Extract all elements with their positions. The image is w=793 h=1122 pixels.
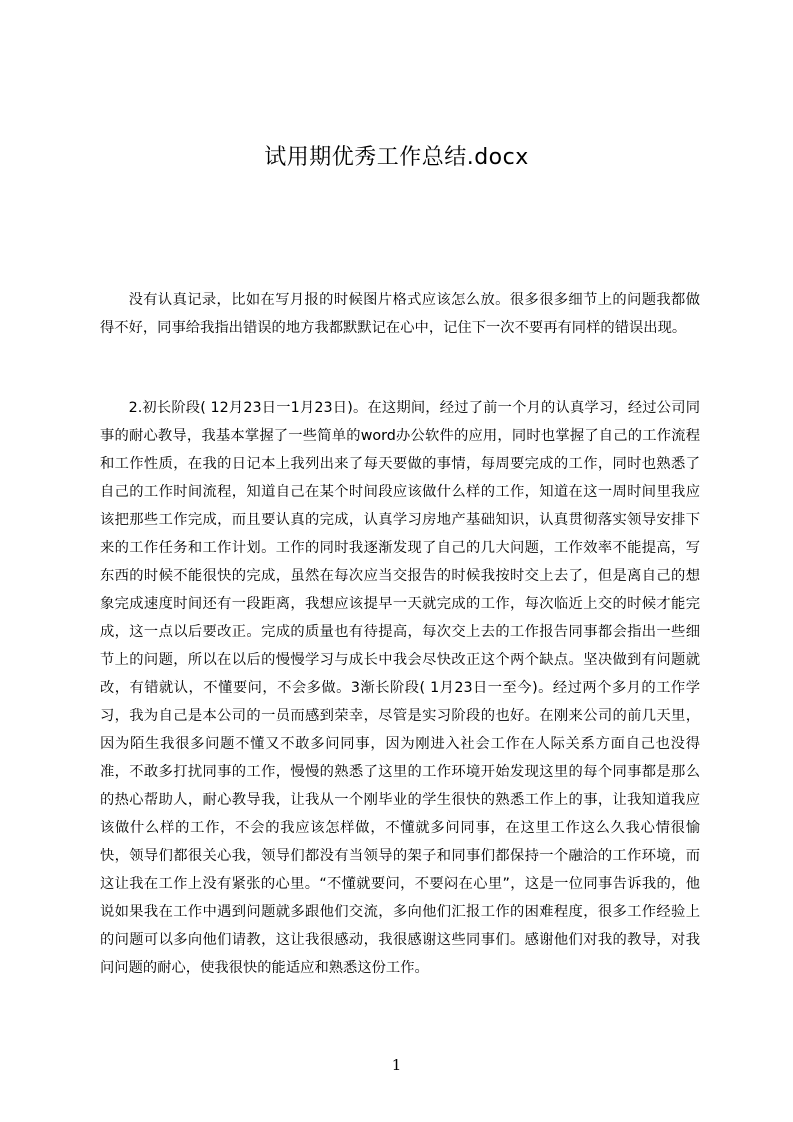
paragraph-1: 没有认真记录，比如在写月报的时候图片格式应该怎么放。很多很多细节上的问题我都做得不好，同事给我指出错误的地方我都默默记在心中，记住下一次不要再有同样的错误出现。 <box>100 292 700 336</box>
document-title: 试用期优秀工作总结.docx <box>264 145 529 170</box>
page-number: 1 <box>391 1056 402 1074</box>
paragraph-2: 2.初长阶段( 12月23日一1月23日)。在这期间，经过了前一个月的认真学习，经过公司同事的耐心教导，我基本掌握了一些简单的word办公软件的应用，同时也掌握了自己的工作流程和工作性质，在我的日记本上我列出来了每天要做的事情，每周要完成的工作，同时也熟悉了自己的工作时间流程，知道自己在某个时间段应该做什么样的工作，知道在这一周时间里我应该把那些工作完成，而且要认真的完成，认真学习房地产基础知识，认真贯彻落实领导安排下来的工作任务和工作计划。工作的同时我逐渐发现了自己的几大问题，工作效率不能提高，写东西的时候不能很快的完成，虽然在每次应当交报告的时候我按时交上去了，但是离自己的想象完成速度时间还有一段距离，我想应该提早一天就完成的工作，每次临近上交的时候才能完成，这一点以后要改正。完成的质量也有待提高，每次交上去的工作报告同事都会指出一些细节上的问题，所以在以后的慢慢学习与成长中我会尽快改正这个两个缺点。坚决做到有问题就改，有错就认，不懂要问，不会多做。3渐长阶段( 1月23日一至今)。经过两个多月的工作学习，我为自己是本公司的一员而感到荣幸，尽管是实习阶段的也好。在刚来公司的前几天里，因为陌生我很多问题不懂又不敢多问同事，因为刚进入社会工作在人际关系方面自己也没得准，不敢多打扰同事的工作，慢慢的熟悉了这里的工作环境开始发现这里的每个同事都是那么的热心帮助人，耐心教导我，让我从一个刚毕业的学生很快的熟悉工作上的事，让我知道我应该做什么样的工作，不会的我应该怎样做，不懂就多问同事，在这里工作这么久我心情很愉快，领导们都很关心我，领导们都没有当领导的架子和同事们都保持一个融洽的工作环境，而这让我在工作上没有紧张的心里。“不懂就要问，不要闷在心里”，这是一位同事告诉我的，他说如果我在工作中遇到问题就多跟他们交流，多向他们汇报工作的困难程度，很多工作经验上的问题可以多向他们请教，这让我很感动，我很感谢这些同事们。感谢他们对我的教导，对我问问题的耐心，使我很快的能适应和熟悉这份工作。 <box>100 400 700 976</box>
